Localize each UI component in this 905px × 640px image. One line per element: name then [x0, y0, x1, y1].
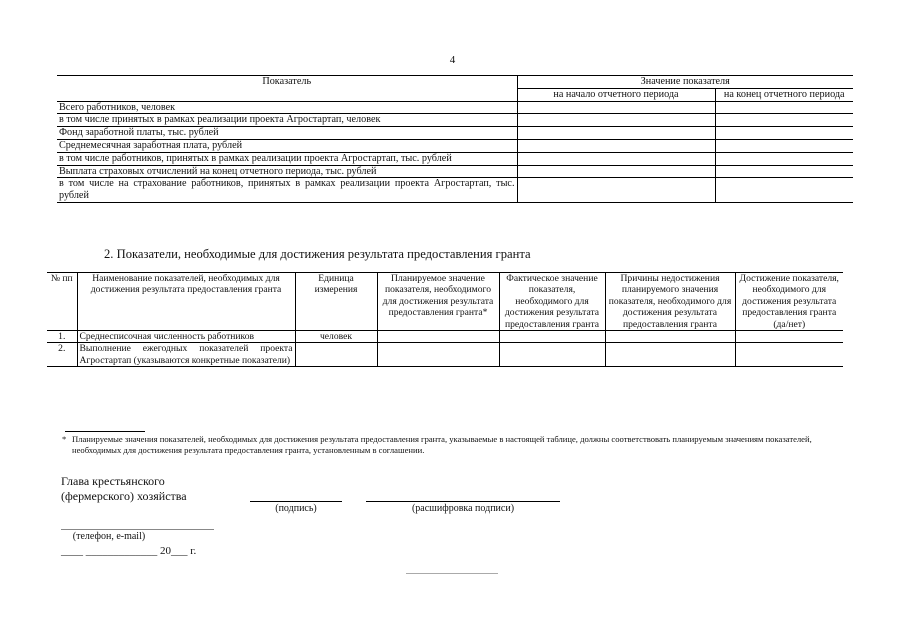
value-cell[interactable]	[715, 114, 853, 127]
section-title: 2. Показатели, необходимые для достижения результата предоставления гранта	[104, 247, 531, 261]
table-row	[57, 114, 853, 127]
row-number: 2.	[47, 343, 77, 367]
planned-cell[interactable]	[377, 343, 499, 367]
value-cell[interactable]	[517, 152, 715, 165]
value-cell[interactable]	[517, 178, 715, 203]
row-label: в том числе принятых в рамках реализации проекта Агростартап, человек	[57, 114, 517, 127]
signer-title-line2: (фермерского) хозяйства	[61, 489, 187, 503]
table-row	[57, 152, 853, 165]
value-cell[interactable]	[517, 139, 715, 152]
date-line: ____ _____________ 20___ г.	[61, 545, 197, 557]
page-number: 4	[449, 54, 456, 66]
row-unit: человек	[295, 331, 377, 343]
row-name: Среднесписочная численность работников	[77, 331, 295, 343]
footnote-divider	[65, 431, 145, 432]
header-actual: Фактическое значение показателя, необходимого для достижения результата предоставления гранта	[499, 273, 605, 331]
value-cell[interactable]	[715, 178, 853, 203]
row-label: Фонд заработной платы, тыс. рублей	[57, 127, 517, 140]
row-label: Выплата страховых отчислений на конец отчетного периода, тыс. рублей	[57, 165, 517, 178]
footnote	[58, 434, 850, 456]
header-name: Наименование показателей, необходимых для достижения результата предоставления гранта	[77, 273, 295, 331]
reasons-cell[interactable]	[605, 331, 735, 343]
value-cell[interactable]	[715, 139, 853, 152]
row-number: 1.	[47, 331, 77, 343]
value-cell[interactable]	[517, 114, 715, 127]
signature-field[interactable]	[250, 501, 342, 502]
signer-title	[61, 474, 187, 504]
footnote-text: Планируемые значения показателей, необходимых для достижения результата предоставления гранта, указываемые в настоящей таблице, должны соответствовать планируемым значениям показателей, необходимых для достижения результата предоставления гранта, установленным в соглашении.	[72, 434, 812, 455]
reasons-cell[interactable]	[605, 343, 735, 367]
header-value: Значение показателя	[517, 76, 853, 89]
header-achieved: Достижение показателя, необходимого для достижения результата предоставления гранта (да/нет)	[735, 273, 843, 331]
signature-caption: (подпись)	[275, 503, 317, 514]
grant-indicators-table	[47, 272, 843, 367]
planned-cell[interactable]	[377, 331, 499, 343]
table-row	[47, 343, 843, 367]
table-row	[57, 165, 853, 178]
row-label: Всего работников, человек	[57, 101, 517, 114]
signature-decode-field[interactable]	[366, 501, 560, 502]
signature-decode-caption: (расшифровка подписи)	[411, 503, 515, 514]
value-cell[interactable]	[715, 127, 853, 140]
actual-cell[interactable]	[499, 343, 605, 367]
table-row	[47, 331, 843, 343]
value-cell[interactable]	[517, 101, 715, 114]
indicators-table	[57, 75, 853, 203]
bottom-divider	[406, 573, 498, 574]
row-name: Выполнение ежегодных показателей проекта Агростартап (указываются конкретные показатели)	[77, 343, 295, 367]
header-planned: Планируемое значение показателя, необходимого для достижения результата предоставления гранта*	[377, 273, 499, 331]
value-cell[interactable]	[715, 165, 853, 178]
value-cell[interactable]	[517, 165, 715, 178]
row-label: в том числе на страхование работников, принятых в рамках реализации проекта Агростартап, тыс. рублей	[57, 178, 517, 203]
header-indicator: Показатель	[57, 76, 517, 102]
footnote-marker: *	[62, 434, 67, 444]
header-unit: Единица измерения	[295, 273, 377, 331]
signer-title-line1: Глава крестьянского	[61, 474, 165, 488]
table-row	[57, 101, 853, 114]
contact-caption: (телефон, e-mail)	[72, 531, 146, 542]
row-label: в том числе работников, принятых в рамках реализации проекта Агростартап, тыс. рублей	[57, 152, 517, 165]
header-period-end: на конец отчетного периода	[715, 88, 853, 101]
header-num: № пп	[47, 273, 77, 331]
table-row	[57, 127, 853, 140]
value-cell[interactable]	[715, 152, 853, 165]
value-cell[interactable]	[517, 127, 715, 140]
table-row	[57, 178, 853, 203]
header-reasons: Причины недостижения планируемого значения показателя, необходимого для достижения результата предоставления гранта	[605, 273, 735, 331]
row-label: Среднемесячная заработная плата, рублей	[57, 139, 517, 152]
header-period-start: на начало отчетного периода	[517, 88, 715, 101]
value-cell[interactable]	[715, 101, 853, 114]
row-unit	[295, 343, 377, 367]
actual-cell[interactable]	[499, 331, 605, 343]
achieved-cell[interactable]	[735, 331, 843, 343]
achieved-cell[interactable]	[735, 343, 843, 367]
contact-field[interactable]	[61, 529, 214, 530]
table-row	[57, 139, 853, 152]
